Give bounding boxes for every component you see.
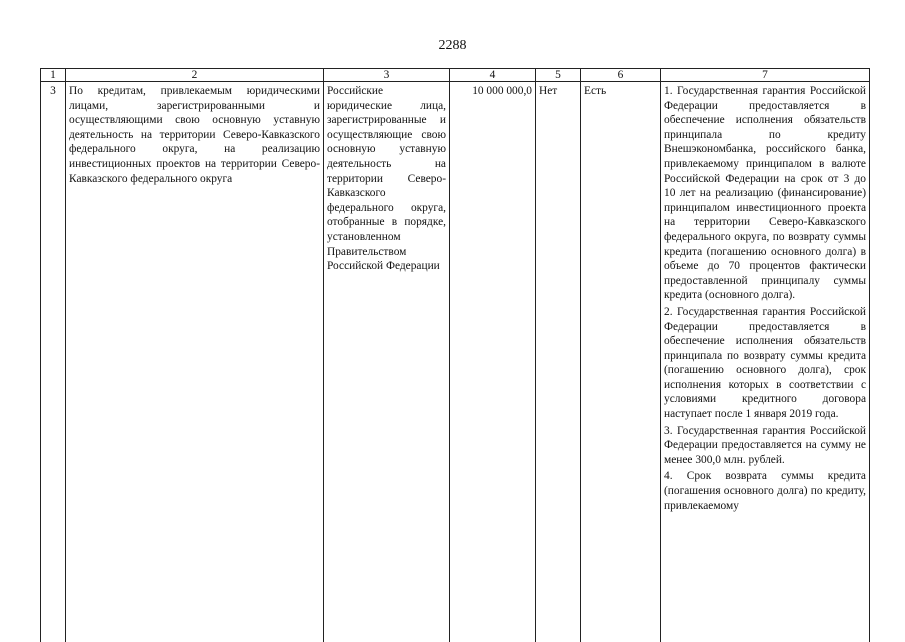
table-row: [41, 82, 870, 642]
condition-item-4: 4. Срок возврата суммы кредита (погашения основного долга) по кредиту, привлекаемому: [664, 470, 866, 512]
condition-item-2: 2. Государственная гарантия Российской Федерации предоставляется в обеспечение исполнения обязательств принципала по возврату суммы кредита (погашению основного долга), срок исполнения которых в соответствии с условиями кредитного договора наступает после 1 января 2019 года.: [664, 305, 866, 421]
guarantee-amount: 10 000 000,0: [450, 82, 536, 642]
column-header-2: 2: [66, 69, 324, 82]
column-header-1: 1: [41, 69, 66, 82]
principals-description: Российские юридические лица, зарегистрированные и осуществляющие свою основную уставную деятельность на территории Северо-Кавказского федерального округа, отобранные в порядке, установленном Правительством Российской Федерации: [327, 85, 446, 273]
check-value: Есть: [581, 82, 661, 642]
page-number: 2288: [438, 38, 467, 53]
credit-description: По кредитам, привлекаемым юридическими лицами, зарегистрированными и осуществляющими свою основную уставную деятельность на территории Северо-Кавказского федерального округа, на реализацию инвестиционных проектов на территории Северо-Кавказского федерального округа: [69, 85, 320, 185]
column-header-7: 7: [661, 69, 870, 82]
column-header-4: 4: [450, 69, 536, 82]
regress-value: Нет: [536, 82, 581, 642]
column-header-5: 5: [536, 69, 581, 82]
row-number: 3: [41, 82, 66, 642]
credit-description-cell: [66, 82, 324, 642]
condition-item-1: 1. Государственная гарантия Российской Федерации предоставляется в обеспечение исполнения обязательств принципала по кредиту Внешэкономбанка, российского банка, привлекаемому принципалом в валюте Российской Федерации на срок от 3 до 10 лет на реализацию (финансирование) принципалом инвестиционного проекта на территории Северо-Кавказского федерального округа, по возврату суммы кредита (погашению основного долга) в объеме до 70 процентов фактически предоставленной принципалу суммы кредита (основного долга).: [664, 85, 866, 302]
column-number-row: [41, 69, 870, 82]
column-header-6: 6: [581, 69, 661, 82]
condition-item-3: 3. Государственная гарантия Российской Федерации предоставляется на сумму не менее 300,0 млн. рублей.: [664, 424, 866, 466]
column-header-3: 3: [324, 69, 450, 82]
conditions-cell: [661, 82, 870, 642]
principals-cell: [324, 82, 450, 642]
guarantee-table: [40, 68, 870, 642]
